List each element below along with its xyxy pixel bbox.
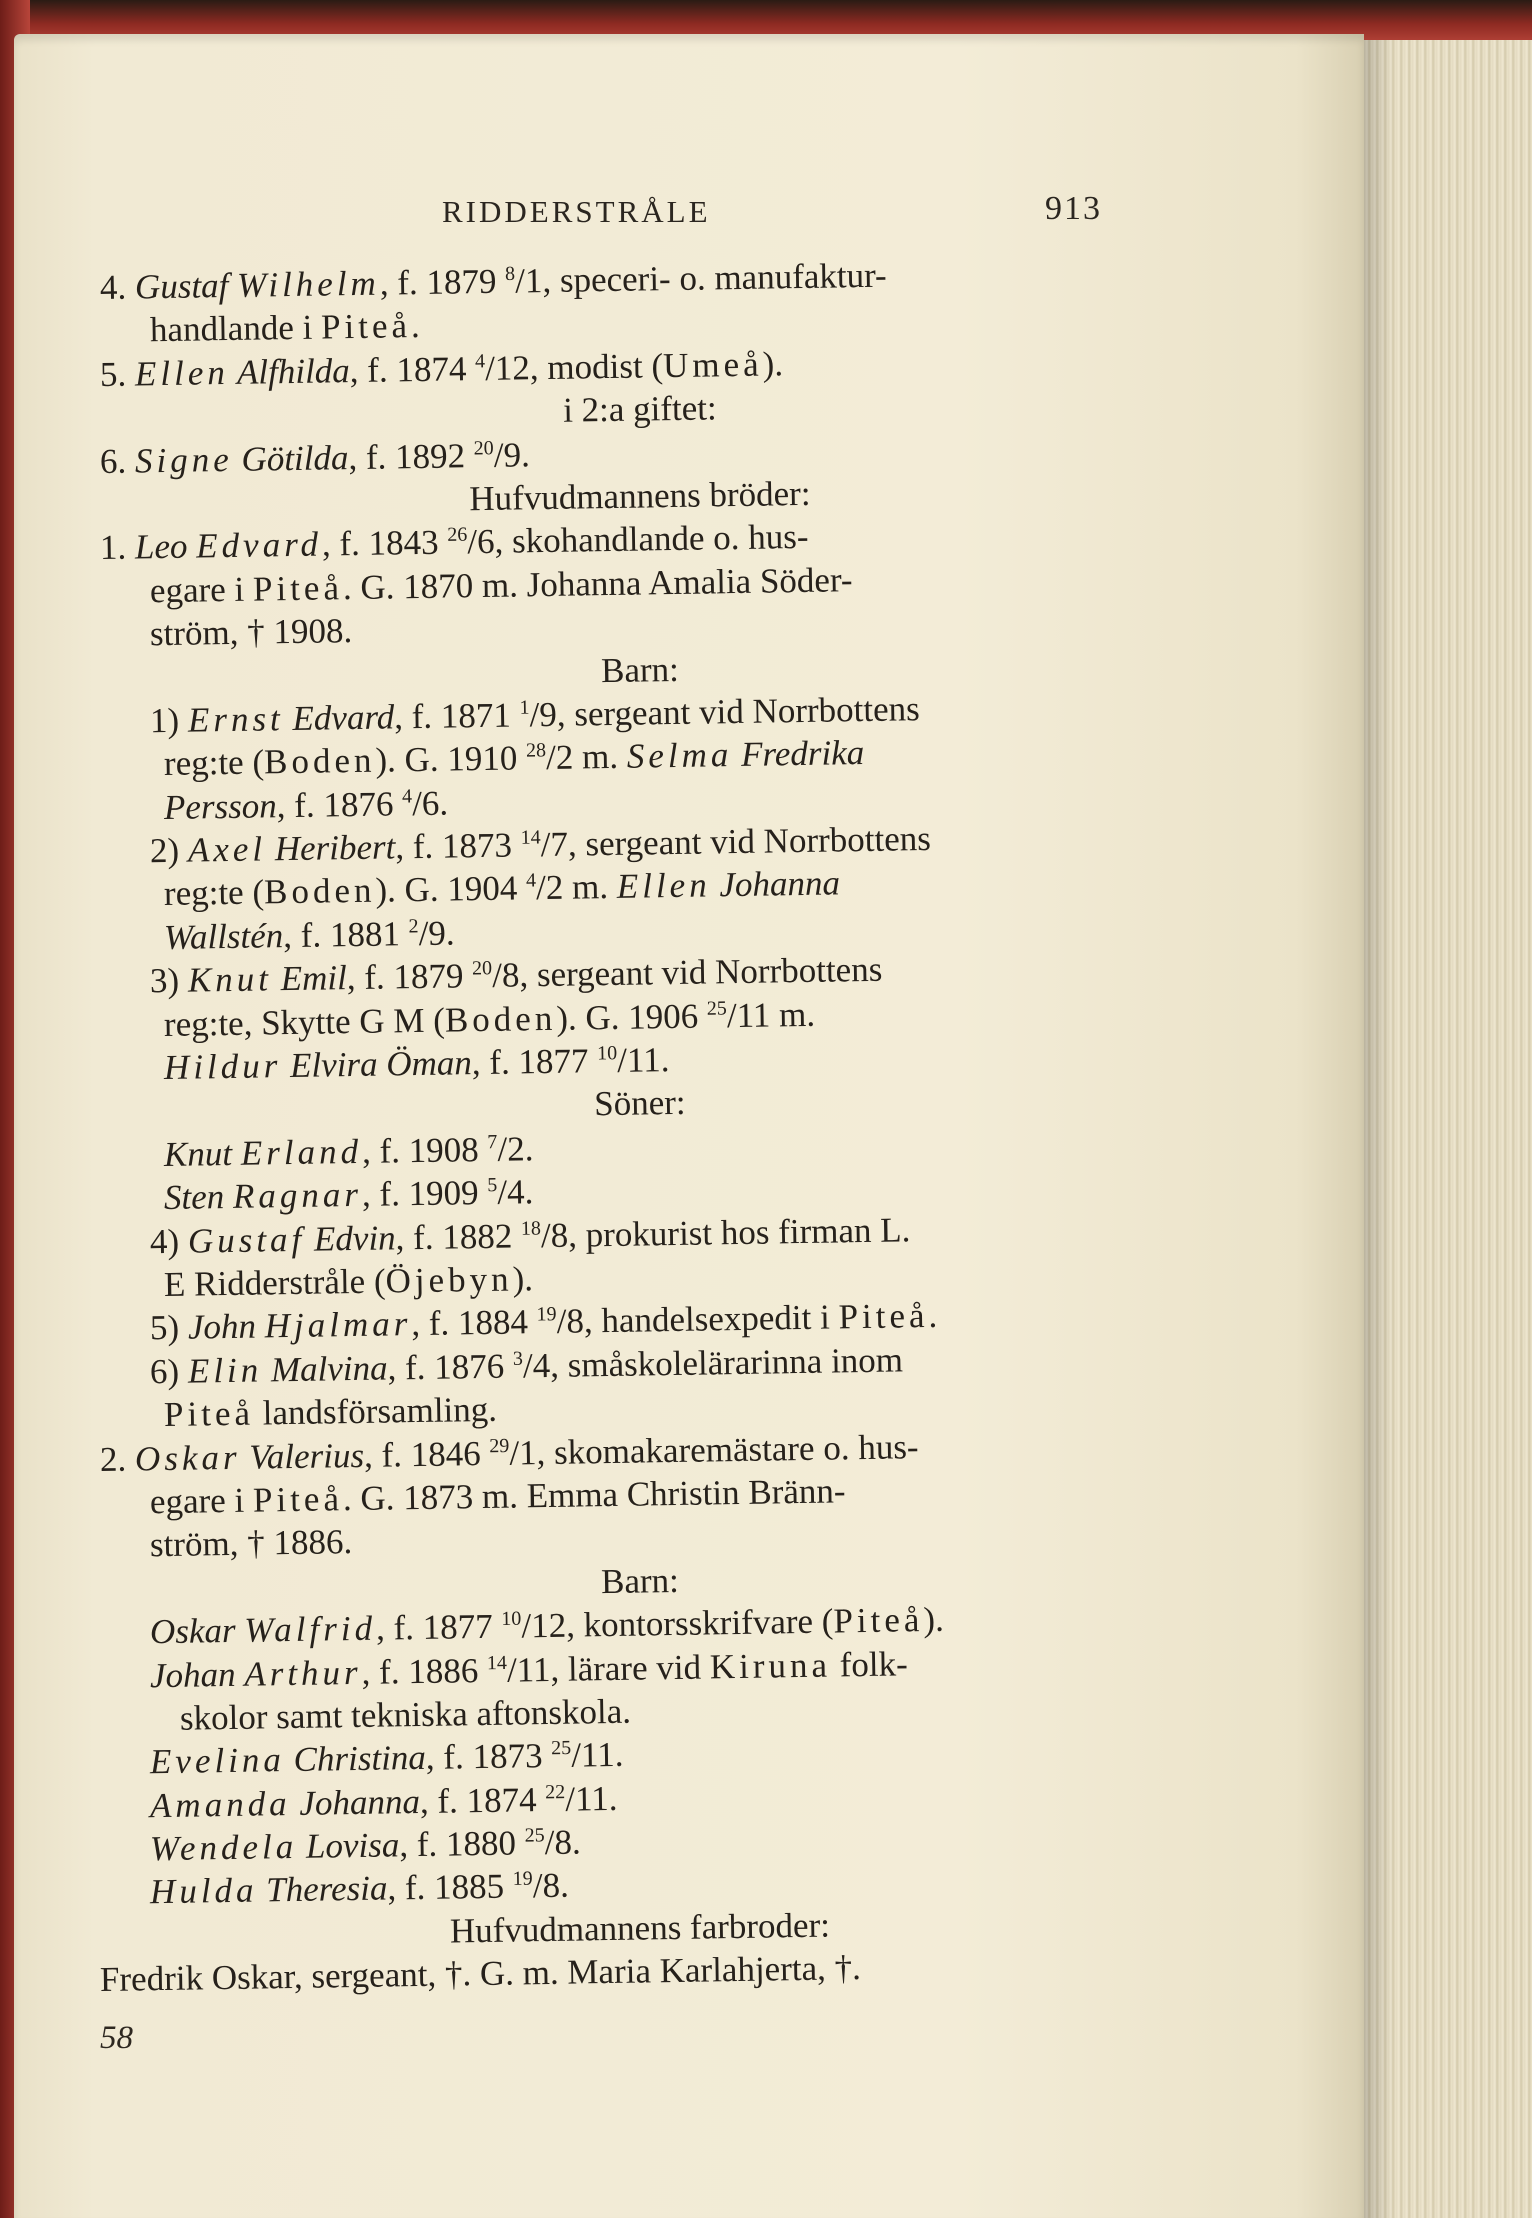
date-superscript: 25 <box>524 1824 545 1847</box>
text-segment: Knut <box>163 1133 242 1174</box>
text-segment: Valerius <box>240 1435 365 1477</box>
text-segment: i 2:a giftet: <box>562 388 718 430</box>
text-segment: skolor samt tekniska aftonskola. <box>179 1691 632 1738</box>
text-segment: Oskar <box>149 1610 245 1652</box>
text-segment: , f. 1876 <box>387 1346 514 1388</box>
text-segment: Signe <box>134 439 234 481</box>
text-segment: Christina <box>284 1738 427 1780</box>
text-segment: /2 m. <box>545 737 628 778</box>
text-segment: Barn: <box>600 649 680 690</box>
running-head-title: RIDDERSTRÅLE <box>442 194 711 229</box>
text-segment: /9. <box>418 913 455 953</box>
text-segment: 1) <box>149 700 189 741</box>
text-segment: Wilhelm <box>236 263 381 305</box>
text-segment: /11. <box>564 1778 618 1819</box>
text-segment: Söner: <box>593 1083 686 1124</box>
text-segment: Alfhilda <box>228 350 351 392</box>
text-segment: Boden <box>444 998 557 1040</box>
text-segment: Elin <box>187 1350 263 1391</box>
text-segment: /2 m. <box>535 867 618 908</box>
text-segment: , f. 1885 <box>387 1866 514 1908</box>
date-superscript: 5 <box>487 1174 498 1197</box>
text-segment: E Ridderstråle ( <box>163 1261 386 1304</box>
running-head <box>0 190 1532 234</box>
text-segment: , f. 1846 <box>363 1433 490 1475</box>
genealogy-text-block <box>99 255 1140 2002</box>
text-segment: /11. <box>570 1735 624 1775</box>
text-segment: Piteå <box>320 306 412 347</box>
text-segment: Gustaf <box>134 265 238 307</box>
text-segment: ström, † 1886. <box>149 1522 353 1565</box>
text-segment: 2. <box>99 1438 136 1479</box>
text-segment: Barn: <box>600 1560 680 1601</box>
text-segment: Piteå <box>252 567 344 609</box>
text-segment: , f. 1886 <box>361 1650 488 1692</box>
date-superscript: 3 <box>512 1347 524 1370</box>
text-segment: Leo <box>134 526 197 567</box>
text-segment: Knut <box>187 959 273 1000</box>
text-segment: egare i <box>149 569 254 610</box>
date-superscript: 1 <box>519 696 530 719</box>
text-segment: /11, lärare vid <box>506 1646 711 1690</box>
date-superscript: 29 <box>489 1434 510 1457</box>
text-segment: , f. 1873 <box>395 825 522 867</box>
text-segment: , f. 1877 <box>375 1606 502 1648</box>
text-segment: , f. 1881 <box>282 914 409 955</box>
text-segment: . G. 1873 m. Emma Christin Bränn- <box>342 1471 846 1519</box>
text-segment: Öjebyn <box>385 1259 513 1301</box>
date-superscript: 4 <box>474 350 486 373</box>
text-segment: /9, sergeant vid Norrbottens <box>529 689 920 735</box>
text-segment: , f. 1843 <box>321 522 448 564</box>
text-segment: ström, † 1908. <box>149 611 353 654</box>
text-segment: Ellen <box>616 865 711 907</box>
text-segment: 5. <box>99 354 136 394</box>
text-segment: Sten <box>163 1177 234 1218</box>
text-segment: Lovisa <box>296 1825 400 1866</box>
text-segment: Malvina <box>261 1348 388 1390</box>
text-segment: Oskar <box>134 1437 241 1478</box>
date-superscript: 20 <box>473 436 494 460</box>
text-segment: reg:te ( <box>163 872 265 914</box>
text-segment: Hufvudmannens bröder: <box>469 473 811 519</box>
text-segment: Heribert <box>265 827 396 869</box>
date-superscript: 22 <box>545 1780 566 1804</box>
text-segment: /1, speceri- o. manufaktur- <box>514 255 887 301</box>
text-segment: /4. <box>497 1172 534 1212</box>
text-segment: Arthur <box>243 1652 362 1694</box>
text-segment: , f. 1874 <box>419 1779 546 1821</box>
date-superscript: 26 <box>447 523 468 547</box>
text-segment: Amanda <box>149 1783 291 1825</box>
text-segment: /2. <box>497 1129 534 1169</box>
text-segment: Emil <box>271 958 348 999</box>
text-segment: folk- <box>830 1643 909 1685</box>
text-segment: Hjalmar <box>264 1304 412 1346</box>
text-segment: Johanna <box>290 1781 421 1823</box>
text-segment: ). G. 1904 <box>375 868 527 911</box>
text-segment: Piteå <box>838 1296 929 1337</box>
text-segment: 4) <box>149 1221 189 1261</box>
text-segment: ). G. 1906 <box>555 996 708 1038</box>
text-segment: Piteå <box>833 1600 924 1641</box>
text-segment: , f. 1874 <box>349 348 476 390</box>
text-segment: 5) <box>149 1307 189 1348</box>
text-segment: Edvard <box>283 697 395 739</box>
text-segment: reg:te ( <box>163 742 265 784</box>
text-segment: , f. 1908 <box>361 1129 488 1171</box>
text-segment: ). <box>923 1599 945 1640</box>
text-segment: 2) <box>149 830 189 871</box>
text-segment: John <box>187 1306 265 1347</box>
date-superscript: 25 <box>550 1737 572 1760</box>
text-segment: Johanna <box>710 863 841 905</box>
text-segment: Hufvudmannens farbroder: <box>449 1905 831 1951</box>
text-segment: , f. 1880 <box>399 1823 526 1865</box>
text-segment: Walfrid <box>243 1608 377 1650</box>
text-segment: . G. 1870 m. Johanna Amalia Söder- <box>342 559 853 607</box>
text-segment: , f. 1876 <box>276 783 403 825</box>
text-segment: /6. <box>411 783 449 823</box>
text-segment: Götilda <box>232 437 349 479</box>
date-superscript: 10 <box>596 1042 618 1065</box>
text-segment: ). <box>512 1259 534 1299</box>
text-segment: ). G. 1910 <box>375 738 527 780</box>
text-segment: Boden <box>263 871 376 912</box>
text-segment: /8. <box>544 1822 581 1863</box>
text-segment: Piteå <box>252 1479 344 1520</box>
text-segment: Wallstén <box>163 915 284 957</box>
text-segment: /8, handelsexpedit i <box>556 1297 839 1342</box>
text-segment: Fredrik Oskar, sergeant, †. G. m. Maria Karlahjerta, †. <box>99 1948 862 2000</box>
text-segment: Theresia <box>257 1868 388 1910</box>
date-superscript: 19 <box>536 1303 557 1326</box>
text-segment: /8, sergeant vid Norrbottens <box>491 949 883 996</box>
text-segment: Fredrika <box>732 733 865 775</box>
text-segment: , f. 1884 <box>410 1302 537 1344</box>
date-superscript: 4 <box>401 785 413 808</box>
text-segment: egare i <box>149 1480 254 1522</box>
text-segment: /7, sergeant vid Norrbottens <box>540 819 932 865</box>
text-segment: , f. 1892 <box>348 435 475 477</box>
text-segment: 1. <box>99 527 136 568</box>
text-segment: ). <box>762 344 784 384</box>
text-segment: . <box>410 306 421 346</box>
text-segment: Elvira Öman <box>281 1043 473 1086</box>
text-segment: /12, kontorsskrifvare ( <box>521 1601 834 1646</box>
date-superscript: 19 <box>512 1868 533 1891</box>
text-segment: Ellen <box>134 352 230 394</box>
date-superscript: 14 <box>486 1651 508 1674</box>
date-superscript: 4 <box>525 869 537 893</box>
text-segment: Piteå <box>163 1393 255 1435</box>
text-segment: /6, skohandlande o. hus- <box>467 517 809 562</box>
text-segment: 4. <box>99 267 136 307</box>
text-segment: Edvard <box>195 524 323 566</box>
text-segment: Johan <box>149 1654 245 1695</box>
text-segment: 3) <box>149 960 189 1001</box>
text-segment: Axel <box>187 829 267 870</box>
text-segment: Persson <box>163 785 278 827</box>
text-segment: Edvin <box>304 1217 396 1259</box>
text-segment: Hildur <box>163 1046 282 1088</box>
text-segment: /9. <box>493 434 531 475</box>
text-segment: handlande i <box>149 307 322 350</box>
text-segment: Gustaf <box>187 1219 306 1261</box>
text-segment: , f. 1879 <box>346 956 473 998</box>
page-gutter-shadow <box>1364 40 1394 2218</box>
text-segment: /4, småskolelärarinna inom <box>522 1340 904 1386</box>
text-segment: Selma <box>626 735 733 777</box>
text-segment: , f. 1909 <box>361 1173 488 1215</box>
date-superscript: 10 <box>501 1607 522 1631</box>
text-segment: , f. 1879 <box>379 261 506 303</box>
text-segment: /8, prokurist hos firman L. <box>540 1209 911 1255</box>
text-segment: Kiruna <box>709 1645 832 1686</box>
text-segment: Ragnar <box>232 1175 363 1217</box>
date-superscript: 28 <box>525 739 547 762</box>
text-segment: reg:te, Skytte G M ( <box>163 1000 446 1044</box>
text-segment: , f. 1873 <box>425 1736 552 1778</box>
text-segment: Wendela <box>149 1826 298 1869</box>
date-superscript: 20 <box>471 957 493 980</box>
date-superscript: 2 <box>408 915 419 938</box>
text-segment: /12, modist ( <box>484 345 664 388</box>
text-segment: /11 m. <box>726 994 816 1035</box>
text-segment: 6. <box>99 441 136 481</box>
date-superscript: 18 <box>520 1217 542 1240</box>
text-segment: , f. 1882 <box>395 1215 522 1257</box>
date-superscript: 7 <box>487 1130 498 1154</box>
text-segment: Boden <box>263 740 376 782</box>
date-superscript: 8 <box>504 262 516 285</box>
page-number: 913 <box>1045 190 1102 227</box>
date-superscript: 25 <box>706 997 727 1020</box>
text-segment: . <box>928 1296 938 1336</box>
text-segment: , f. 1877 <box>471 1041 598 1083</box>
text-segment: Evelina <box>149 1740 286 1782</box>
signature-mark: 58 <box>100 2020 133 2056</box>
text-segment: /8. <box>532 1866 570 1906</box>
text-segment: /11. <box>616 1040 670 1080</box>
date-superscript: 14 <box>520 826 541 849</box>
text-segment: , f. 1871 <box>393 695 520 737</box>
text-segment: Umeå <box>662 344 763 385</box>
text-segment: Erland <box>240 1131 363 1173</box>
text-segment: /1, skomakaremästare o. hus- <box>509 1426 919 1473</box>
text-segment: Hulda <box>149 1870 258 1912</box>
text-segment: Ernst <box>187 699 285 740</box>
text-segment: 6) <box>149 1351 189 1391</box>
text-segment: landsförsamling. <box>253 1389 498 1433</box>
